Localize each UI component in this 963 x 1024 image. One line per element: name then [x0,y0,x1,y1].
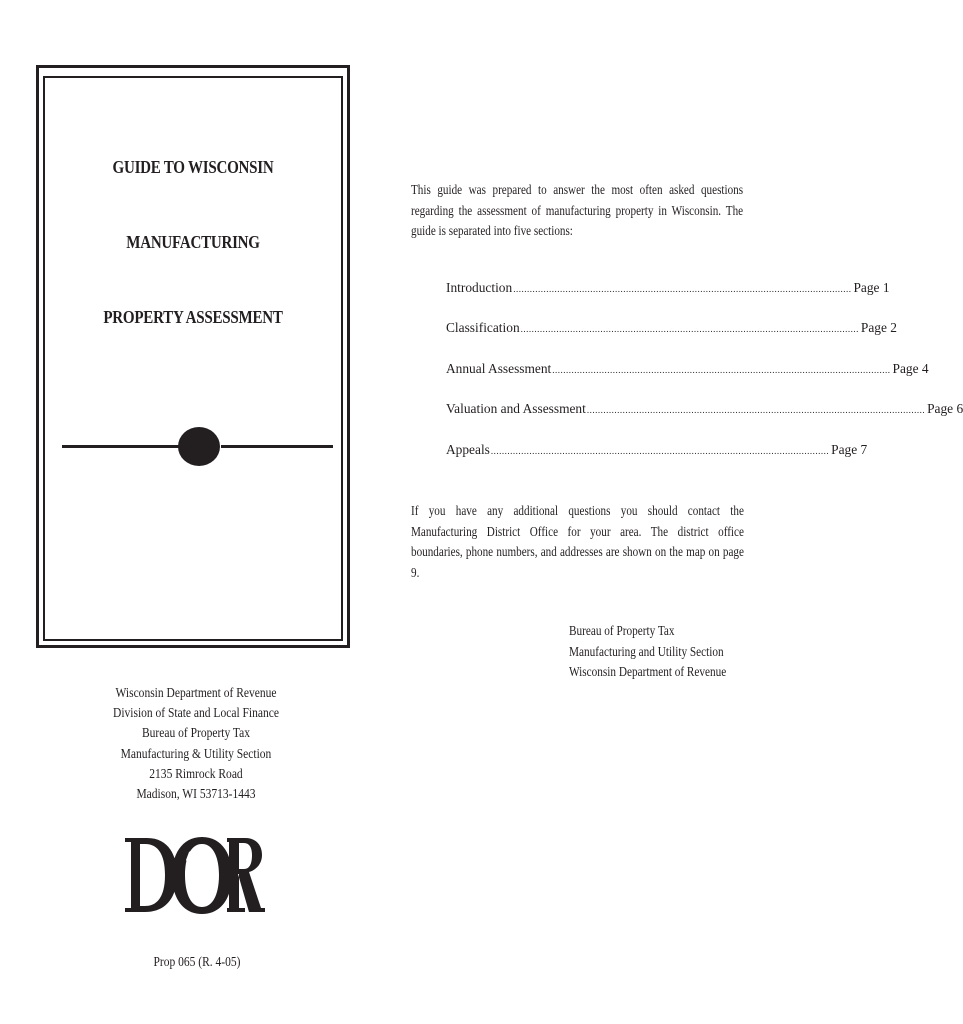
toc-entry-annual-assessment [446,360,929,401]
intro-paragraph: This guide was prepared to answer the most often asked questions regarding the assessment of manufacturing property in Wisconsin. The guide is separated into five sections: [411,182,744,238]
divider-rule-right [221,445,333,448]
cover-title-line-3: PROPERTY ASSESSMENT [103,307,283,327]
address-line: Manufacturing & Utility Section [120,745,272,761]
address-line: Division of State and Local Finance [112,705,279,721]
toc-entry-introduction [446,280,890,320]
dor-logo-letter-r [227,838,265,912]
toc-dot-leader: ........................................................................................................................... [520,324,859,335]
toc-page: Page 4 [892,360,929,376]
address-line: Wisconsin Department of Revenue [115,685,277,700]
cover-title-line-1: GUIDE TO WISCONSIN [112,157,274,177]
toc-dot-leader: ........................................................................................................................... [586,405,926,416]
signoff-line: Manufacturing and Utility Section [569,643,724,659]
toc-dot-leader: ........................................................................................................................... [552,364,891,375]
toc-label: Introduction [446,280,513,295]
toc-dot-leader: ........................................................................................................................... [490,445,830,456]
toc-entry-appeals [446,441,868,482]
table-of-contents [446,280,963,482]
toc-page: Page 6 [927,401,963,417]
toc-label: Valuation and Assessment [446,401,586,417]
signoff-line: Bureau of Property Tax [569,623,675,638]
toc-page: Page 7 [831,441,868,457]
dor-logo [123,834,265,916]
form-number: Prop 065 (R. 4-05) [153,954,241,969]
address-line: Madison, WI 53713-1443 [136,786,256,802]
divider-rule-left [62,445,180,448]
dor-logo-letter-d [125,838,177,912]
cover-title-line-2: MANUFACTURING [126,232,260,252]
toc-entry-classification [446,320,897,360]
address-line: Bureau of Property Tax [141,725,251,741]
mailing-address [101,683,290,804]
toc-label: Annual Assessment [446,360,552,376]
divider-oval-ornament [178,427,220,466]
cover-panel [36,65,350,648]
toc-dot-leader: ........................................................................................................................... [513,284,852,294]
signoff-block [569,621,726,683]
signoff-line: Wisconsin Department of Revenue [569,664,727,679]
contact-paragraph: If you have any additional questions you should contact the Manufacturing District Office for your area. The district office boundaries, phone numbers, and addresses are shown on the map on page 9. [411,503,744,580]
toc-label: Appeals [446,441,490,457]
toc-page: Page 2 [860,320,897,336]
toc-label: Classification [446,320,520,336]
toc-page: Page 1 [853,280,890,295]
toc-entry-valuation-and-assessment [446,401,963,441]
wisconsin-state-shape-icon [186,848,215,897]
address-line: 2135 Rimrock Road [149,765,243,781]
cover-inner-border [43,76,343,641]
